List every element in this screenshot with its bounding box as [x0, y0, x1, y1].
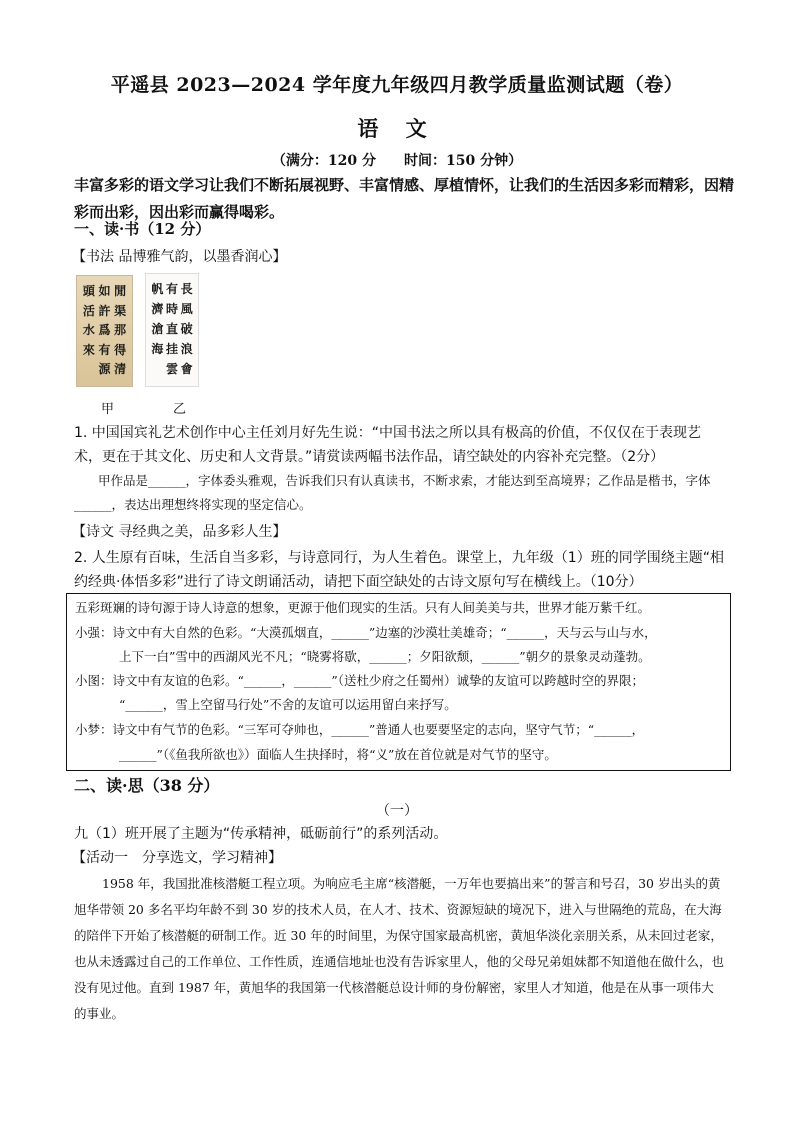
calligraphy-char: 長: [180, 282, 193, 296]
article-paragraph: 1958 年，我国批准核潜艇工程立项。为响应毛主席“核潜艇，一万年也要搞出来”的誓言和号召，30 岁出头的黄旭华带领 20 多名平均年龄不到 30 岁的技术人员，在人才、技术、资源短缺的境况下，进入与世隔绝的荒岛，在大海的陪伴下开始了核潜艇的研制工作。近 30 年的时间里，为保守国家最高机密，黄旭华淡化亲朋关系，从未回过老家，也从未透露过自己的工作单位、工作性质，连通信地址也没有告诉家里人，他的父母兄弟姐妹都不知道他在做什么，也没有见过他。直到 1987 年，黄旭华的我国第一代核潜艇总设计师的身份解密，家里人才知道，他是在从事一项伟大的事业。: [74, 876, 725, 1021]
calligraphy-char: 頭: [82, 284, 95, 298]
calligraphy-b-chars: [150, 280, 194, 380]
calligraphy-char: 有: [98, 342, 111, 357]
subject-title: 语 文: [357, 116, 437, 141]
calligraphy-char: 渠: [114, 303, 127, 318]
question-1-answer: 甲作品是______，字体委头雅观，告诉我们只有认真读书，不断求索，才能达到至高境界；乙作品是楷书，字体______，表达出理想终将实现的坚定信心。: [74, 473, 711, 512]
calligraphy-char: 會: [180, 362, 193, 376]
box-line: ______”（《鱼我所欲也》）面临人生抉择时，将“义”放在首位就是对气节的坚守。: [119, 747, 557, 762]
box-line: 小梦：诗文中有气节的色彩。“三军可夺帅也，______”普通人也要要坚定的志向，坚守气节；“______，: [75, 722, 645, 737]
calligraphy-char: 風: [180, 302, 193, 316]
poetry-tag: 【诗文 寻经典之美，品多彩人生】: [72, 524, 287, 540]
box-line: 上下一白”雪中的西湖风光不凡；“晓雾将歇，______；夕阳欲颓，______”朝夕的景象灵动蓬勃。: [119, 649, 651, 664]
calligraphy-char: 時: [166, 302, 179, 316]
calligraphy-char: 雲: [166, 362, 179, 376]
section1-heading: 一、读·书（12 分）: [74, 220, 211, 238]
box-line: 五彩斑斓的诗句源于诗人诗意的想象，更源于他们现实的生活。只有人间美美与共，世界才能万紫千红。: [75, 600, 651, 615]
calligraphy-char: 滄: [151, 322, 164, 336]
question-1: 1. 中国国宾礼艺术创作中心主任刘月好先生说：“中国书法之所以具有极高的价值，不仅仅在于表现艺术，更在于其文化、历史和人文背景。”请赏读两幅书法作品，请空缺处的内容补充完整。（2分）: [74, 425, 702, 465]
calligraphy-char: 得: [114, 342, 127, 357]
calligraphy-char: 源: [98, 362, 111, 377]
calligraphy-char: 如: [98, 284, 111, 298]
image-a-label: 甲: [101, 402, 115, 417]
activity-lead: 九（1）班开展了主题为“传承精神，砥砺前行”的系列活动。: [74, 826, 448, 842]
calligraphy-char: 閒: [114, 284, 127, 298]
calligraphy-char: 直: [166, 322, 179, 336]
calligraphy-char: 清: [114, 362, 127, 377]
box-line: 小强：诗文中有大自然的色彩。“大漠孤烟直，______”边塞的沙漠壮美雄奇；“______，天与云与山与水，: [75, 625, 657, 640]
calligraphy-char: 帆: [151, 282, 164, 296]
calligraphy-char: 來: [82, 342, 95, 357]
calligraphy-char: 濟: [151, 302, 164, 316]
calligraphy-char: 有: [166, 282, 179, 296]
calligraphy-char: 海: [151, 342, 164, 356]
section2-heading: 二、读·思（38 分）: [74, 776, 220, 795]
calligraphy-char: 挂: [166, 342, 179, 356]
exam-meta: （满分：120 分 时间：150 分钟）: [271, 153, 523, 169]
intro-paragraph: 丰富多彩的语文学习让我们不断拓展视野、丰富情感、厚植情怀，让我们的生活因多彩而精彩，因精彩而出彩，因出彩而赢得喝彩。: [74, 176, 735, 221]
calligraphy-char: 活: [82, 303, 95, 318]
calligraphy-char: 浪: [180, 342, 193, 356]
box-line: “______，雪上空留马行处”不舍的友谊可以运用留白来抒写。: [119, 697, 457, 712]
question-2: 2. 人生原有百味，生活自当多彩，与诗意同行，为人生着色。课堂上，九年级（1）班的同学围绕主题“相约经典·体悟多彩”进行了诗文朗诵活动，请把下面空缺处的古诗文原句写在横线上。（10分）: [74, 550, 724, 590]
part-one-label: （一）: [376, 803, 418, 819]
calligraphy-char: 爲: [98, 323, 111, 338]
calligraphy-image-b: [145, 273, 199, 387]
activity-one-tag: 【活动一 分享选文，学习精神】: [72, 850, 282, 866]
box-line: 小图：诗文中有友谊的色彩。“______，______”（送杜少府之任蜀州）诚挚的友谊可以跨越时空的界限；: [75, 673, 645, 688]
calligraphy-char: 許: [98, 303, 111, 318]
calligraphy-char: 破: [180, 322, 193, 336]
calligraphy-char: 那: [114, 323, 127, 338]
calligraphy-char: 水: [82, 323, 95, 338]
exam-title: 平遥县 2023—2024 学年度九年级四月教学质量监测试题（卷）: [110, 74, 684, 96]
calligraphy-image-a: [76, 275, 133, 387]
calligraphy-a-chars: [81, 282, 128, 380]
calligraphy-tag: 【书法 品博雅气韵，以墨香润心】: [72, 249, 287, 265]
poetry-fill-box: [66, 593, 731, 771]
image-b-label: 乙: [173, 402, 187, 417]
